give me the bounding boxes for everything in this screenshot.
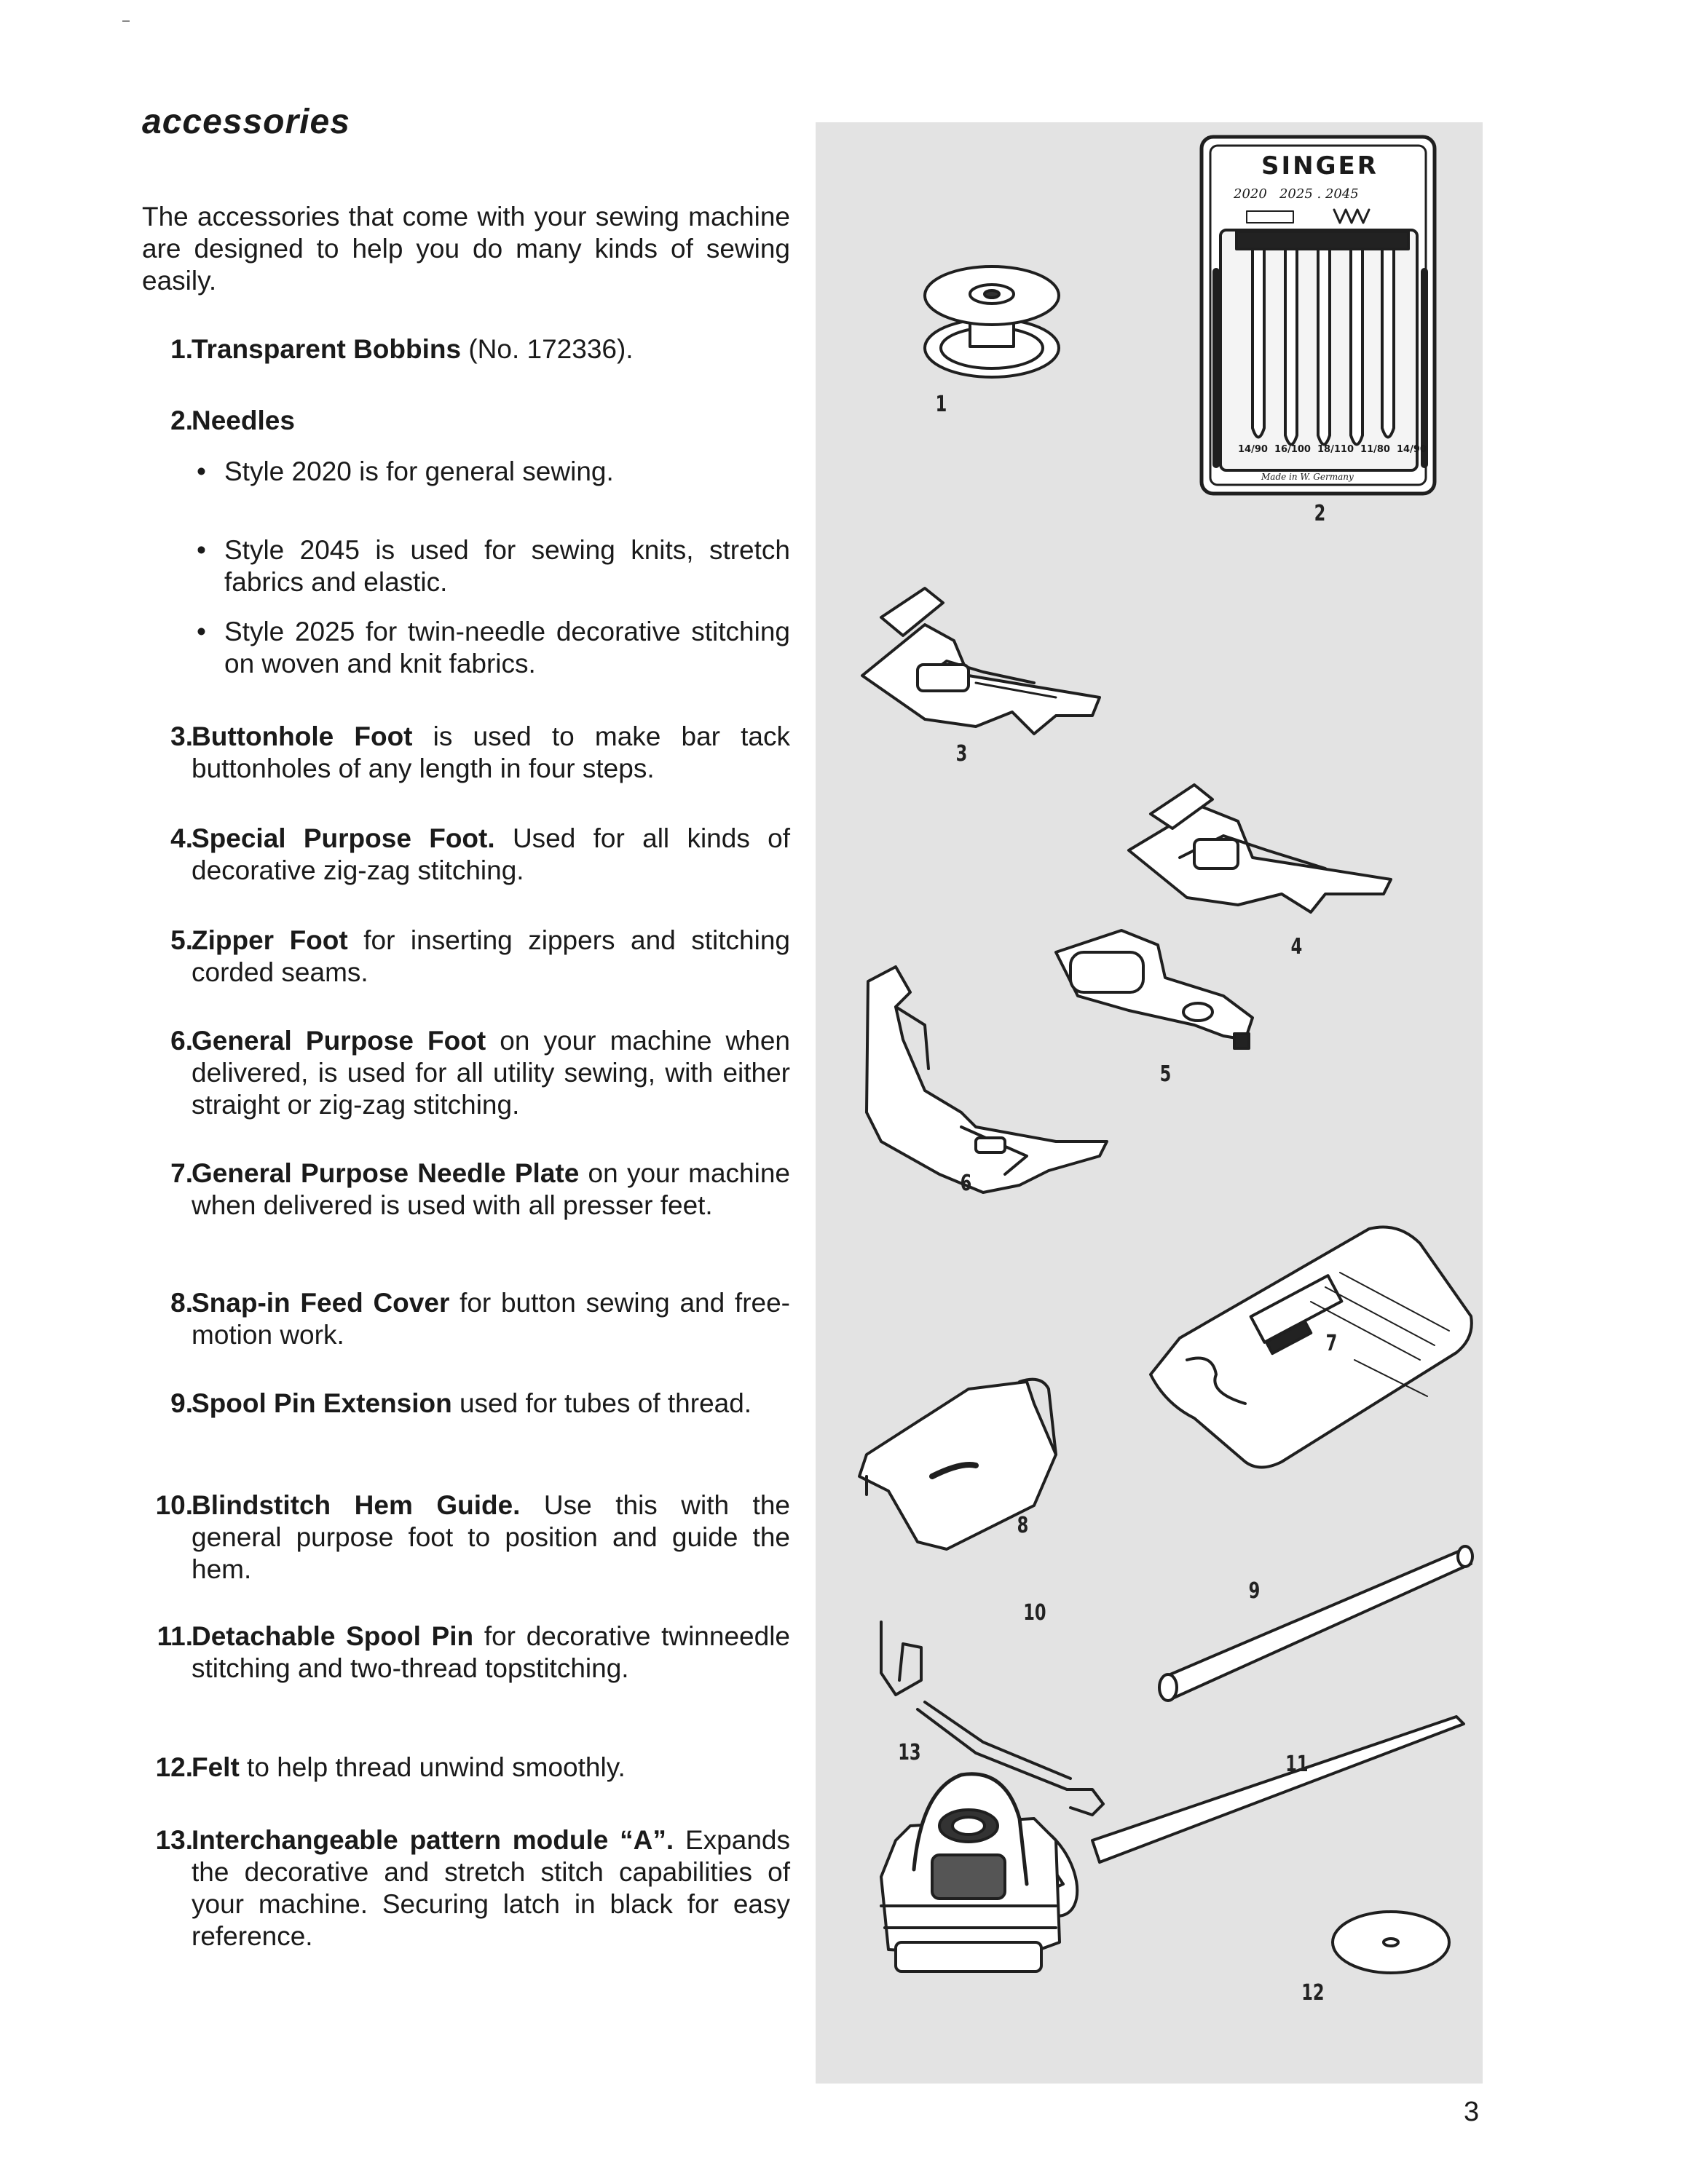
bullet-text: Style 2020 is for general sewing. [224, 456, 614, 486]
item-description: used for tubes of thread. [451, 1388, 752, 1418]
list-item [142, 1621, 790, 1685]
bullet-text: Style 2045 is used for sewing knits, stretch fabrics and elastic. [224, 535, 790, 597]
list-item [142, 333, 790, 365]
needle-bullet [191, 616, 790, 680]
item-number: 2. [170, 405, 193, 435]
illustration-label-11: 11 [1285, 1752, 1309, 1777]
list-item [142, 1824, 790, 1952]
item-name: Needles [192, 405, 295, 435]
item-name: Transparent Bobbins [192, 334, 462, 364]
item-number: 13. [155, 1825, 193, 1855]
needle-pack-styles: 2020 2025 . 2045 [1234, 186, 1359, 202]
spool-pin-extension-icon [1159, 1546, 1472, 1701]
bullet-dot: • [197, 617, 206, 646]
item-number: 10. [155, 1490, 193, 1520]
list-item [142, 823, 790, 887]
list-item [142, 721, 790, 785]
illustration-label-13: 13 [898, 1740, 921, 1765]
illustration-label-8: 8 [1017, 1513, 1029, 1538]
special-purpose-foot-icon [1129, 785, 1391, 912]
item-name: General Purpose Foot [192, 1026, 486, 1056]
item-number: 1. [170, 334, 193, 364]
accessories-illustration-panel [816, 122, 1483, 2084]
bullet-dot: • [197, 535, 206, 565]
detachable-spool-pin-icon [990, 1717, 1464, 1928]
list-item [142, 925, 790, 989]
item-description: Expands the decorative and stretch stitch capabilities of your machine. Securing latch in black for easy reference. [192, 1825, 790, 1951]
bobbin-icon [925, 266, 1059, 377]
item-name: Interchangeable pattern module “A”. [192, 1825, 674, 1855]
illustration-label-9: 9 [1248, 1578, 1261, 1604]
item-description: Used for all kinds of decorative zig-zag stitching. [192, 823, 790, 885]
item-number: 7. [170, 1158, 193, 1188]
illustration-label-7: 7 [1325, 1331, 1338, 1356]
item-name: Felt [192, 1752, 240, 1782]
zipper-foot-icon [1056, 930, 1253, 1048]
needle-bullet [191, 534, 790, 598]
illustration-label-2: 2 [1314, 501, 1326, 526]
needle-pack-footer: Made in W. Germany [1261, 472, 1354, 482]
item-name: Detachable Spool Pin [192, 1621, 474, 1651]
item-description: on your machine when delivered, is used for all utility sewing, with either straight or zig-zag stitching. [192, 1026, 790, 1120]
illustration-label-10: 10 [1023, 1600, 1046, 1626]
item-description: for button sewing and free-motion work. [192, 1288, 790, 1350]
page-title: accessories [142, 103, 350, 141]
bullet-dot: • [197, 456, 206, 486]
scan-mark [122, 20, 130, 22]
list-item [142, 1752, 790, 1784]
buttonhole-foot-icon [862, 588, 1100, 734]
item-number: 6. [170, 1026, 193, 1056]
list-item [142, 1489, 790, 1586]
item-description: is used to make bar tack buttonholes of any length in four steps. [192, 721, 790, 783]
item-description: on your machine when delivered is used with all presser feet. [192, 1158, 791, 1220]
item-name: Zipper Foot [192, 925, 348, 955]
pattern-module-icon [881, 1774, 1060, 1971]
list-item [142, 1287, 790, 1351]
item-name: Spool Pin Extension [192, 1388, 452, 1418]
felt-disc-icon [1333, 1912, 1449, 1973]
list-item [142, 1158, 790, 1222]
item-name: General Purpose Needle Plate [192, 1158, 580, 1188]
item-number: 4. [170, 823, 193, 853]
list-item [142, 405, 790, 437]
item-number: 3. [170, 721, 193, 751]
item-number: 9. [170, 1388, 193, 1418]
item-name: Snap-in Feed Cover [192, 1288, 450, 1318]
intro-paragraph: The accessories that come with your sewing machine are designed to help you do many kinds of sewing easily. [142, 202, 790, 296]
accessories-illustration [816, 122, 1483, 2084]
item-name: Blindstitch Hem Guide. [192, 1490, 521, 1520]
bullet-text: Style 2025 for twin-needle decorative stitching on woven and knit fabrics. [224, 617, 790, 678]
list-item [142, 1388, 790, 1420]
item-description: (No. 172336). [461, 334, 634, 364]
item-number: 5. [170, 925, 193, 955]
item-description: Use this with the general purpose foot to position and guide the hem. [192, 1490, 790, 1584]
illustration-label-6: 6 [960, 1171, 972, 1196]
item-description: for inserting zippers and stitching corded seams. [192, 925, 791, 987]
general-purpose-foot-icon [867, 967, 1107, 1192]
page-number: 3 [1464, 2097, 1480, 2127]
list-item [142, 1025, 790, 1121]
illustration-label-12: 12 [1301, 1980, 1325, 2006]
needle-plate-icon [1151, 1227, 1472, 1468]
item-number: 11. [157, 1621, 193, 1651]
item-number: 12. [155, 1752, 193, 1782]
item-number: 8. [170, 1288, 193, 1318]
item-name: Buttonhole Foot [192, 721, 413, 751]
needle-pack-sizes: 14/90 16/100 18/110 11/80 14/90 [1238, 444, 1427, 455]
illustration-label-3: 3 [955, 741, 968, 767]
needle-pack-brand: SINGER [1261, 151, 1379, 181]
item-description: for decorative twinneedle stitching and two-thread topstitching. [192, 1621, 790, 1683]
item-name: Special Purpose Foot. [192, 823, 495, 853]
illustration-label-1: 1 [935, 392, 947, 417]
needle-bullet [191, 456, 790, 488]
illustration-label-5: 5 [1159, 1061, 1172, 1087]
item-description: to help thread unwind smoothly. [239, 1752, 626, 1782]
illustration-label-4: 4 [1290, 934, 1303, 960]
